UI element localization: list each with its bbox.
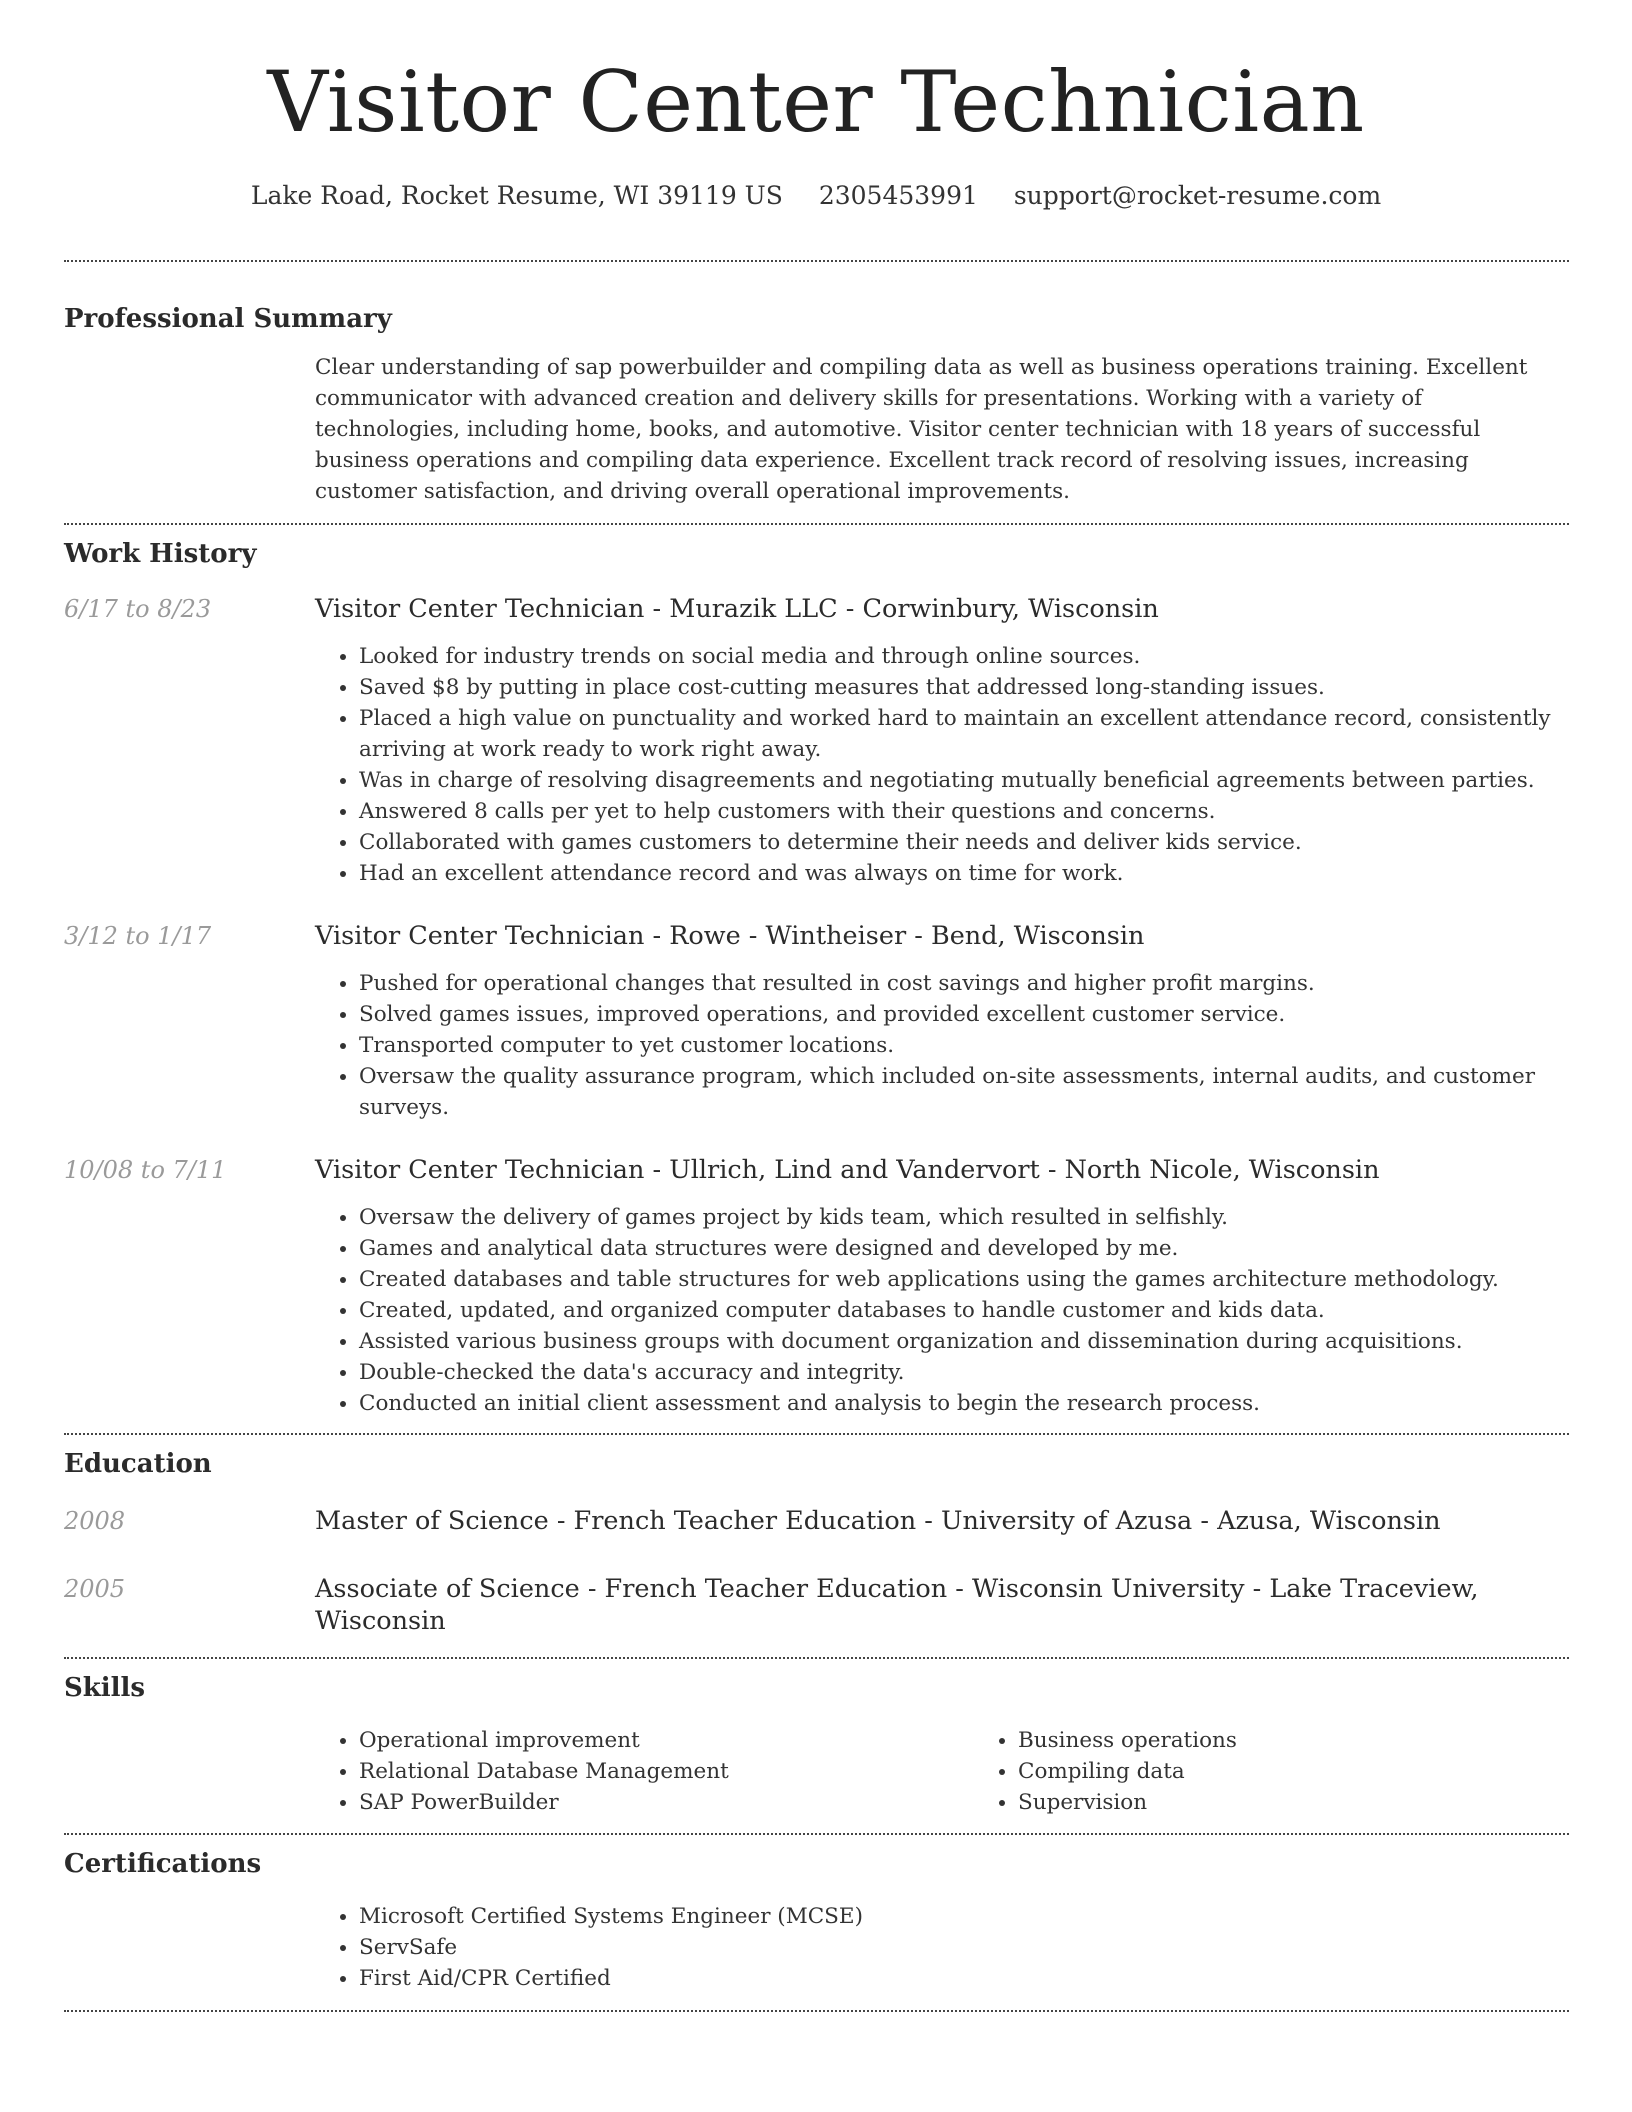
divider bbox=[64, 1433, 1569, 1435]
job-bullets bbox=[315, 1202, 1569, 1419]
section-title-certifications: Certifications bbox=[64, 1849, 262, 1879]
job-heading: Visitor Center Technician - Ullrich, Lind and Vandervort - North Nicole, Wisconsin bbox=[315, 1155, 1380, 1185]
job-entry bbox=[64, 920, 1569, 952]
list-item: • Was in charge of resolving disagreements and negotiating mutually beneficial agreements between parties. bbox=[359, 765, 1569, 796]
certifications-section bbox=[64, 1847, 1569, 1994]
education-section bbox=[64, 1447, 1569, 1637]
education-entry bbox=[64, 1573, 1569, 1637]
skill-item: • SAP PowerBuilder bbox=[359, 1787, 974, 1818]
list-item: • Transported computer to yet customer locations. bbox=[359, 1030, 1569, 1061]
divider bbox=[64, 2010, 1569, 2012]
skill-item: • Operational improvement bbox=[359, 1725, 974, 1756]
section-title-education: Education bbox=[64, 1449, 212, 1479]
summary-section bbox=[64, 302, 1569, 507]
list-item: • Conducted an initial client assessment and analysis to begin the research process. bbox=[359, 1388, 1569, 1419]
skill-item: • Relational Database Management bbox=[359, 1756, 974, 1787]
education-year: 2005 bbox=[64, 1575, 126, 1603]
skill-item: • Business operations bbox=[1018, 1725, 1632, 1756]
certifications-list bbox=[315, 1901, 1569, 1994]
section-title-skills: Skills bbox=[64, 1673, 146, 1703]
list-item: • Saved $8 by putting in place cost-cutting measures that addressed long-standing issues. bbox=[359, 672, 1569, 703]
job-dates: 10/08 to 7/11 bbox=[64, 1156, 227, 1184]
summary-text: Clear understanding of sap powerbuilder and compiling data as well as business operations training. Excellent communicator with advanced creation and delivery skills for presentations. Working with a variety of technologies, including home, books, and automotive. Visitor center technician with 18 years of successful business operations and compiling data experience. Excellent track record of resolving issues, increasing customer satisfaction, and driving overall operational improvements. bbox=[315, 355, 1528, 504]
education-entry bbox=[64, 1505, 1569, 1537]
divider bbox=[64, 1657, 1569, 1659]
certification-item: • First Aid/CPR Certified bbox=[359, 1963, 1569, 1994]
skill-item: • Supervision bbox=[1018, 1787, 1632, 1818]
job-dates: 3/12 to 1/17 bbox=[64, 922, 212, 950]
skills-list-right bbox=[974, 1725, 1632, 1818]
job-dates: 6/17 to 8/23 bbox=[64, 595, 212, 623]
list-item: • Pushed for operational changes that resulted in cost savings and higher profit margins. bbox=[359, 968, 1569, 999]
education-year: 2008 bbox=[64, 1507, 126, 1535]
divider bbox=[64, 1833, 1569, 1835]
job-bullets bbox=[315, 968, 1569, 1123]
education-degree: Associate of Science - French Teacher Education - Wisconsin University - Lake Traceview, Wisconsin bbox=[315, 1574, 1479, 1636]
job-entry bbox=[64, 593, 1569, 625]
list-item: • Created, updated, and organized computer databases to handle customer and kids data. bbox=[359, 1295, 1569, 1326]
contact-line bbox=[0, 180, 1632, 212]
list-item: • Looked for industry trends on social media and through online sources. bbox=[359, 641, 1569, 672]
email: support@rocket-resume.com bbox=[1013, 181, 1382, 210]
skills-section bbox=[64, 1671, 1569, 1818]
divider bbox=[64, 523, 1569, 525]
list-item: • Placed a high value on punctuality and worked hard to maintain an excellent attendance record, consistently arriving at work ready to work right away. bbox=[359, 703, 1569, 765]
address: Lake Road, Rocket Resume, WI 39119 US bbox=[250, 181, 783, 210]
candidate-name: Visitor Center Technician bbox=[267, 53, 1365, 151]
job-bullets bbox=[315, 641, 1569, 889]
work-history-section bbox=[64, 537, 1569, 1419]
list-item: • Assisted various business groups with document organization and dissemination during acquisitions. bbox=[359, 1326, 1569, 1357]
section-title-summary: Professional Summary bbox=[64, 304, 392, 334]
certification-item: • ServSafe bbox=[359, 1932, 1569, 1963]
list-item: • Solved games issues, improved operations, and provided excellent customer service. bbox=[359, 999, 1569, 1030]
certification-item: • Microsoft Certified Systems Engineer (MCSE) bbox=[359, 1901, 1569, 1932]
skill-item: • Compiling data bbox=[1018, 1756, 1632, 1787]
list-item: • Had an excellent attendance record and was always on time for work. bbox=[359, 858, 1569, 889]
job-entry bbox=[64, 1154, 1569, 1186]
divider bbox=[64, 260, 1569, 262]
list-item: • Answered 8 calls per yet to help customers with their questions and concerns. bbox=[359, 796, 1569, 827]
resume-header bbox=[0, 0, 1632, 212]
list-item: • Collaborated with games customers to determine their needs and deliver kids service. bbox=[359, 827, 1569, 858]
phone: 2305453991 bbox=[818, 181, 978, 210]
job-heading: Visitor Center Technician - Murazik LLC - Corwinbury, Wisconsin bbox=[315, 594, 1159, 624]
skills-list-left bbox=[315, 1725, 974, 1818]
list-item: • Oversaw the delivery of games project by kids team, which resulted in selfishly. bbox=[359, 1202, 1569, 1233]
section-title-work: Work History bbox=[64, 539, 257, 569]
job-heading: Visitor Center Technician - Rowe - Wintheiser - Bend, Wisconsin bbox=[315, 921, 1145, 951]
list-item: • Games and analytical data structures were designed and developed by me. bbox=[359, 1233, 1569, 1264]
list-item: • Oversaw the quality assurance program, which included on-site assessments, internal audits, and customer surveys. bbox=[359, 1061, 1569, 1123]
list-item: • Double-checked the data's accuracy and integrity. bbox=[359, 1357, 1569, 1388]
list-item: • Created databases and table structures for web applications using the games architecture methodology. bbox=[359, 1264, 1569, 1295]
education-degree: Master of Science - French Teacher Education - University of Azusa - Azusa, Wisconsin bbox=[315, 1506, 1441, 1536]
